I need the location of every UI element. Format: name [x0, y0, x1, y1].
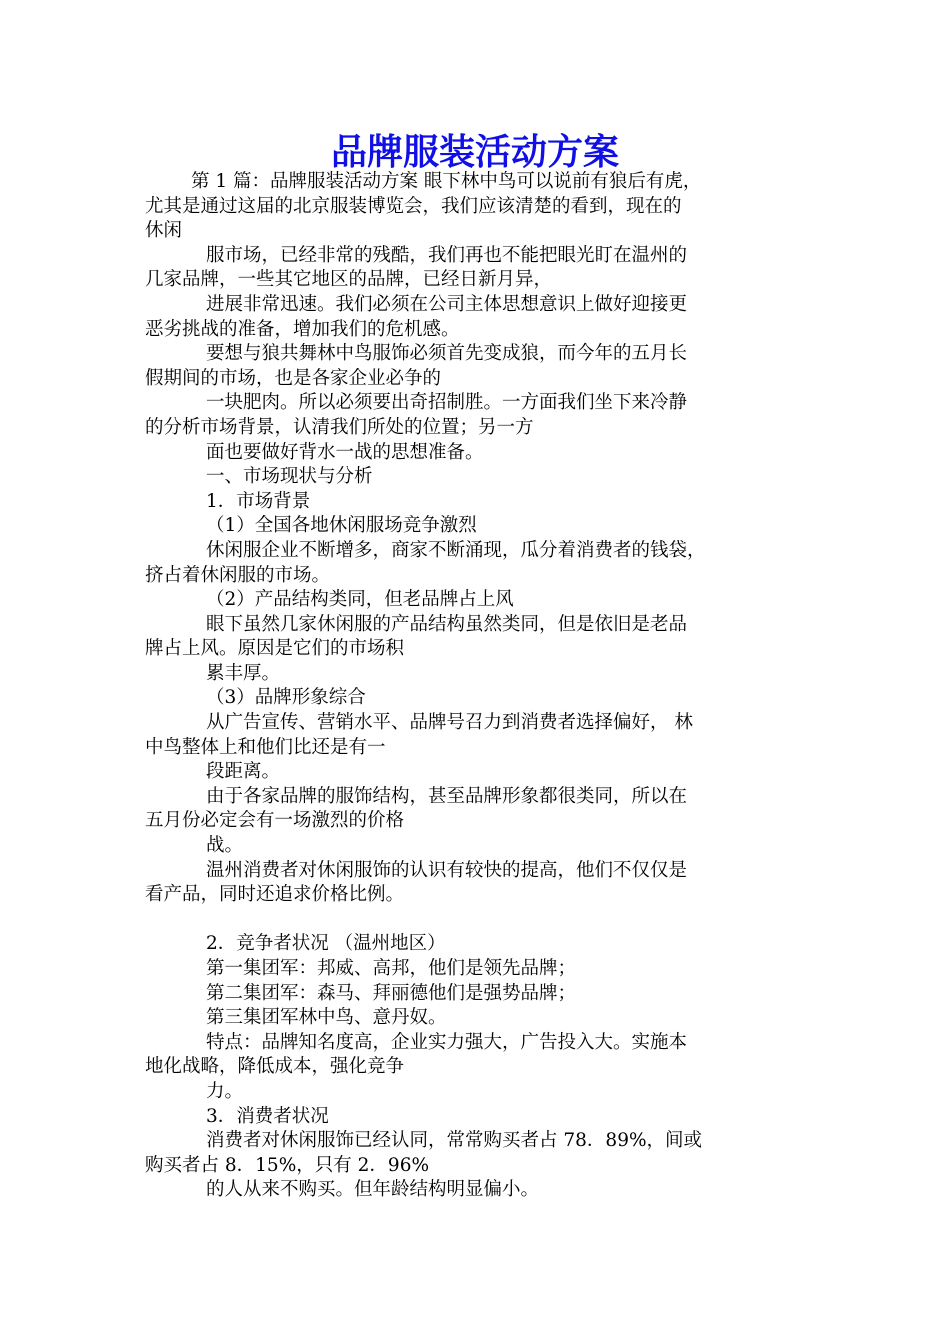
- text-line: 特点：品牌知名度高，企业实力强大，广告投入大。实施本: [206, 1031, 688, 1053]
- item-heading: （1）全国各地休闲服场竞争激烈: [206, 515, 477, 537]
- text-line: 休闲: [145, 220, 183, 242]
- text-line: 牌占上风。原因是它们的市场积: [145, 638, 405, 660]
- text-line: 中鸟整体上和他们比还是有一: [145, 736, 386, 758]
- subsection-heading: 1．市场背景: [206, 490, 311, 512]
- text-line: 第三集团军林中鸟、意丹奴。: [206, 1007, 447, 1029]
- text-line: 一块肥肉。所以必须要出奇招制胜。一方面我们坐下来冷静: [206, 392, 688, 414]
- subsection-heading: 3．消费者状况: [206, 1105, 329, 1127]
- text-line: 要想与狼共舞林中鸟服饰必须首先变成狼，而今年的五月长: [206, 343, 688, 365]
- text-line: 第二集团军：森马、拜丽德他们是强势品牌；: [206, 982, 577, 1004]
- section-heading: 一、市场现状与分析: [206, 466, 373, 488]
- text-line: 看产品，同时还追求价格比例。: [145, 884, 405, 906]
- text-line: 第 1 篇：品牌服装活动方案 眼下林中鸟可以说前有狼后有虎，: [191, 171, 702, 192]
- item-heading: （3）品牌形象综合: [206, 687, 366, 709]
- text-line: 累丰厚。: [206, 662, 281, 684]
- text-line: 力。: [206, 1080, 244, 1102]
- text-line: 购买者占 8．15%，只有 2．96%: [145, 1154, 430, 1176]
- text-line: 恶劣挑战的准备，增加我们的危机感。: [145, 318, 460, 340]
- text-line: 第一集团军：邦威、高邦，他们是领先品牌；: [206, 958, 577, 979]
- blank-line: [145, 908, 810, 933]
- text-line: 面也要做好背水一战的思想准备。: [206, 441, 484, 463]
- text-line: 几家品牌，一些其它地区的品牌，已经日新月异，: [145, 269, 553, 291]
- text-line: 眼下虽然几家休闲服的产品结构虽然类同，但是依旧是老品: [206, 613, 688, 635]
- text-line: 服市场，已经非常的残酷，我们再也不能把眼光盯在温州的: [206, 244, 688, 266]
- text-line: 段距离。: [206, 761, 281, 783]
- text-line: 挤占着休闲服的市场。: [145, 564, 331, 586]
- page-title: 品牌服装活动方案: [330, 131, 619, 173]
- text-line: 温州消费者对休闲服饰的认识有较快的提高，他们不仅仅是: [206, 859, 688, 881]
- text-line: 的分析市场背景，认清我们所处的位置；另一方: [145, 416, 534, 438]
- subsection-heading: 2．竞争者状况 （温州地区）: [206, 933, 446, 955]
- text-line: 战。: [206, 835, 244, 857]
- text-line: 尤其是通过这届的北京服装博览会，我们应该清楚的看到，现在的: [145, 195, 682, 217]
- text-line: 地化战略，降低成本，强化竞争: [145, 1056, 405, 1078]
- document-body: [145, 170, 810, 1203]
- text-line: 由于各家品牌的服饰结构，甚至品牌形象都很类同，所以在: [206, 785, 688, 807]
- text-line: 的人从来不购买。但年龄结构明显偏小。: [206, 1179, 540, 1201]
- text-line: 休闲服企业不断增多，商家不断涌现，瓜分着消费者的钱袋，: [206, 539, 706, 561]
- text-line: 消费者对休闲服饰已经认同，常常购买者占 78．89%，间或: [206, 1130, 703, 1152]
- text-line: 五月份必定会有一场激烈的价格: [145, 810, 405, 832]
- text-line: 进展非常迅速。我们必须在公司主体思想意识上做好迎接更: [206, 293, 688, 315]
- text-line: 假期间的市场，也是各家企业必争的: [145, 367, 442, 389]
- text-line: 从广告宣传、营销水平、品牌号召力到消费者选择偏好， 林: [206, 712, 693, 734]
- item-heading: （2）产品结构类同，但老品牌占上风: [206, 589, 514, 611]
